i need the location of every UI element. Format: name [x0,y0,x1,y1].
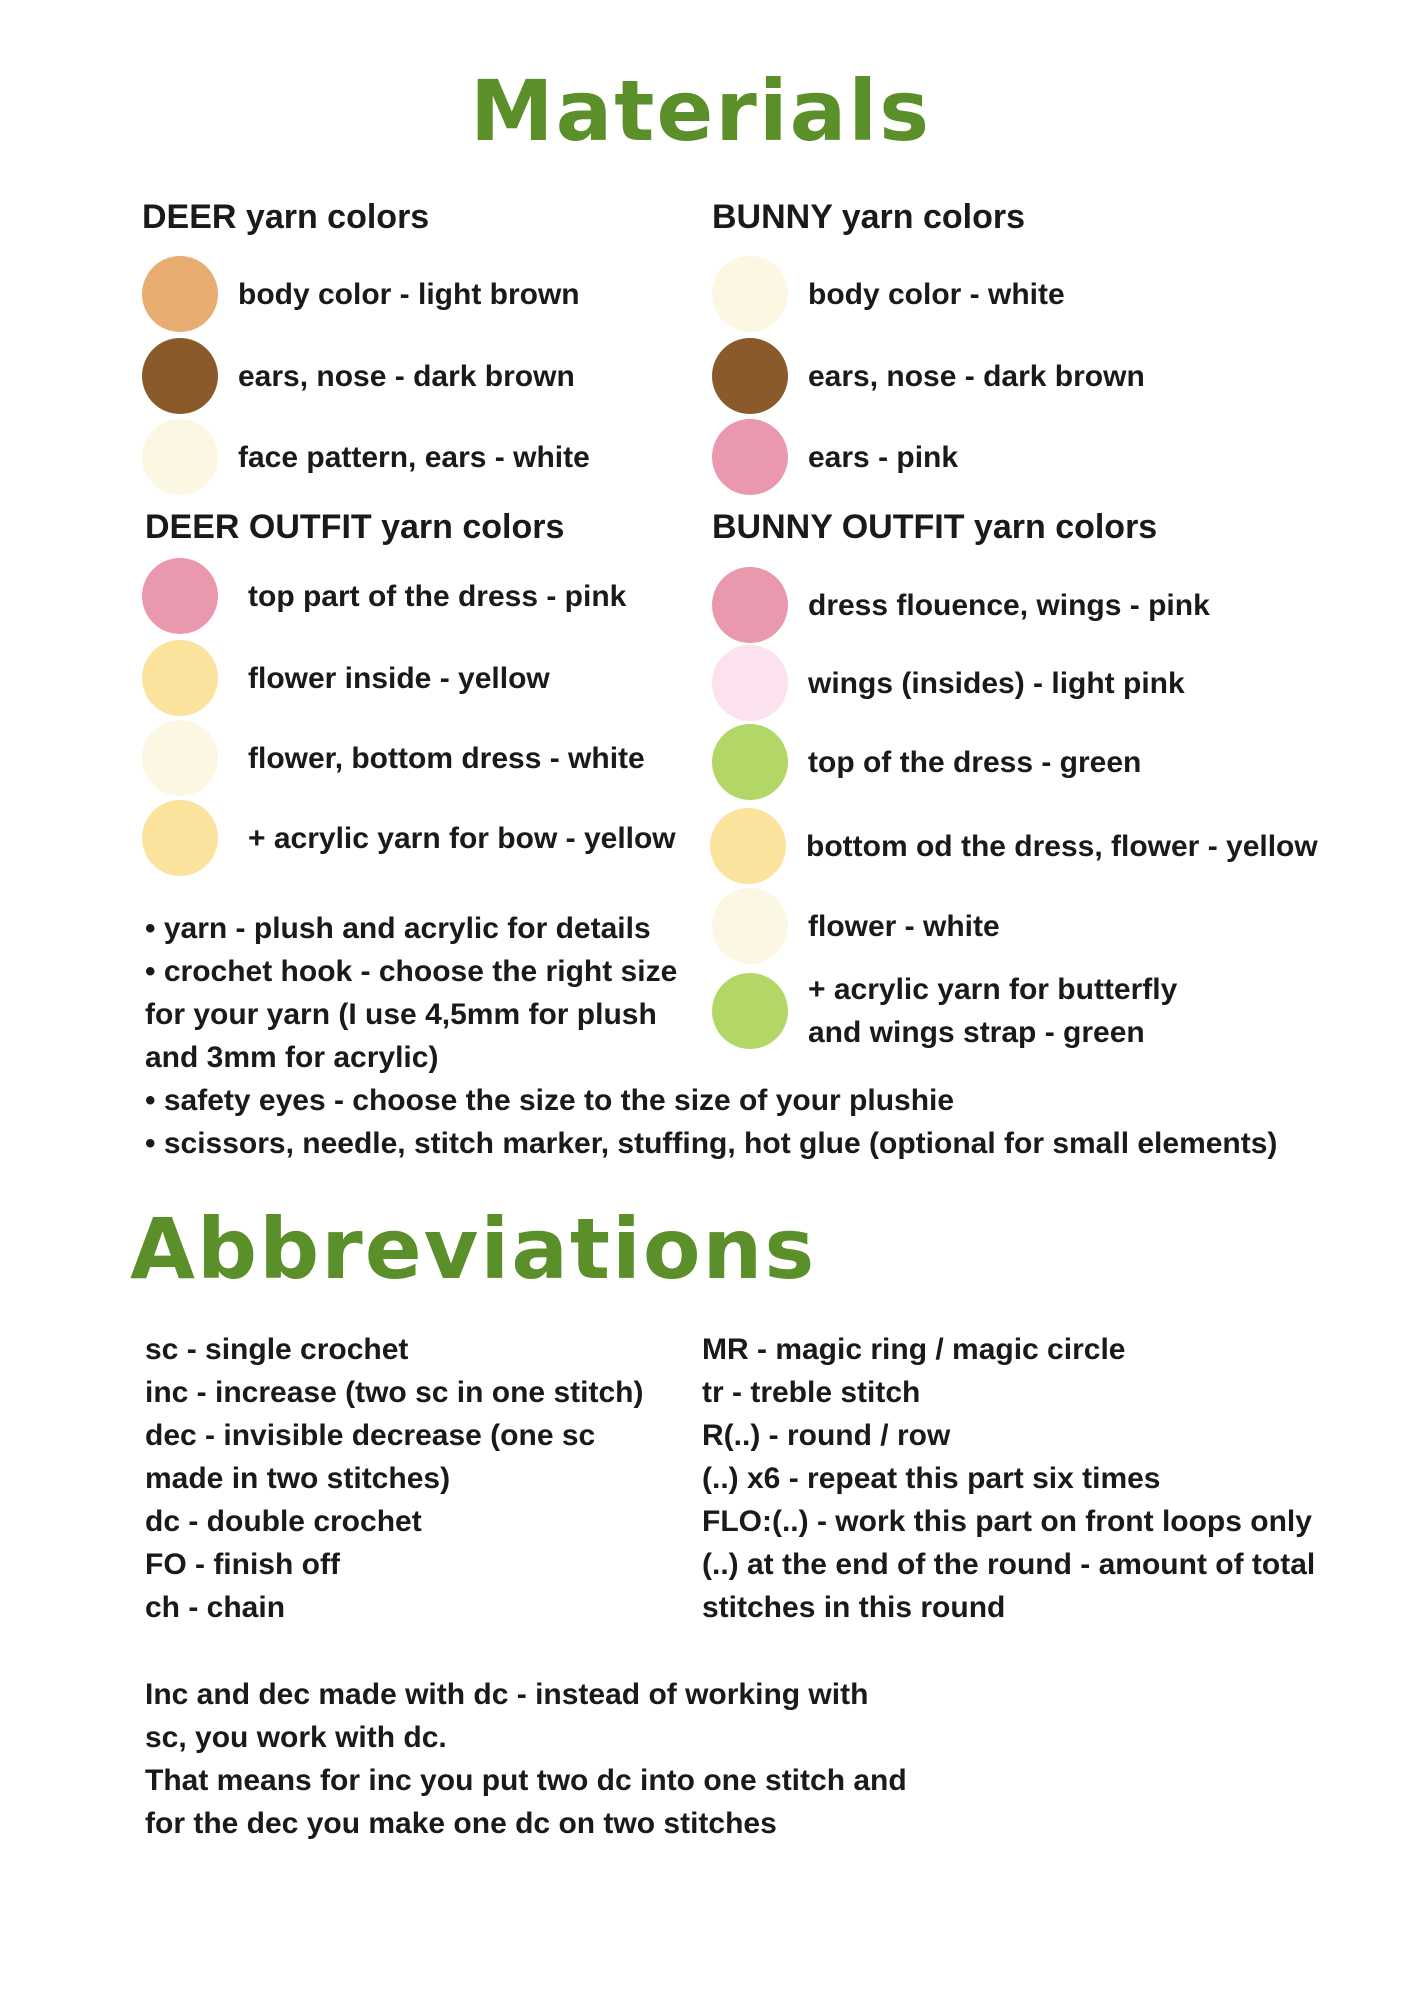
abbreviation-line: tr - treble stitch [702,1376,921,1409]
abbreviation-line: MR - magic ring / magic circle [702,1333,1126,1366]
bunny-outfit-row [712,888,1000,964]
dark-brown-swatch [712,338,788,414]
bunny-outfit-heading: BUNNY OUTFIT yarn colors [712,508,1158,546]
bunny-color-row [712,338,1145,414]
color-label: top part of the dress - pink [248,579,627,613]
color-label: flower, bottom dress - white [248,741,645,775]
tools-line: • crochet hook - choose the right size [145,955,678,988]
abbreviation-line: ch - chain [145,1591,286,1624]
deer-color-row [142,256,580,332]
bunny-outfit-row [710,808,1318,884]
color-label: and wings strap - green [808,1016,1145,1049]
yellow-swatch [710,808,786,884]
color-label: top of the dress - green [808,745,1142,779]
color-label: ears - pink [808,440,959,474]
deer-outfit-row [142,640,550,716]
light-brown-swatch [142,256,218,332]
pink-swatch [712,419,788,495]
deer-outfit-heading: DEER OUTFIT yarn colors [145,508,565,546]
bunny-outfit-row [712,724,1141,800]
color-label: flower - white [808,909,1000,943]
white-swatch [712,888,788,964]
color-label: + acrylic yarn for butterfly [808,973,1178,1006]
abbreviation-line: made in two stitches) [145,1462,451,1495]
abbreviation-line: stitches in this round [702,1591,1006,1624]
abbreviation-line: dc - double crochet [145,1505,422,1538]
color-label: wings (insides) - light pink [808,666,1185,700]
dark-brown-swatch [142,338,218,414]
abbreviation-line: FO - finish off [145,1548,340,1581]
bunny-outfit-row [712,645,1185,721]
white-swatch [712,256,788,332]
bunny-heading: BUNNY yarn colors [712,198,1026,236]
tools-line: • scissors, needle, stitch marker, stuffing, hot glue (optional for small elements) [145,1127,1278,1160]
note-line: sc, you work with dc. [145,1721,447,1754]
color-label: face pattern, ears - white [238,440,590,474]
note-line: for the dec you make one dc on two stitches [145,1807,777,1840]
bunny-outfit-row [712,567,1210,643]
abbreviation-line: sc - single crochet [145,1333,409,1366]
note-line: Inc and dec made with dc - instead of working with [145,1678,869,1711]
abbreviation-line: R(..) - round / row [702,1419,951,1452]
color-label: bottom od the dress, flower - yellow [806,829,1318,863]
deer-outfit-row [142,800,676,876]
color-label-group [808,968,1177,1054]
color-label: ears, nose - dark brown [238,359,575,393]
color-label: + acrylic yarn for bow - yellow [248,821,676,855]
abbreviation-line: dec - invisible decrease (one sc [145,1419,596,1452]
tools-line: and 3mm for acrylic) [145,1041,439,1074]
white-swatch [142,419,218,495]
tools-line: • safety eyes - choose the size to the size of your plushie [145,1084,955,1117]
materials-title: Materials [470,62,932,160]
white-swatch [142,720,218,796]
color-label: body color - white [808,277,1065,311]
abbreviation-line: inc - increase (two sc in one stitch) [145,1376,644,1409]
color-label: flower inside - yellow [248,661,550,695]
color-label: dress flouence, wings - pink [808,588,1210,622]
pink-swatch [712,567,788,643]
green-swatch [712,973,788,1049]
abbreviation-line: FLO:(..) - work this part on front loops only [702,1505,1312,1538]
abbreviation-line: (..) at the end of the round - amount of total [702,1548,1316,1581]
abbreviations-title: Abbreviations [130,1200,817,1298]
color-label: body color - light brown [238,277,580,311]
pink-swatch [142,558,218,634]
abbreviation-line: (..) x6 - repeat this part six times [702,1462,1161,1495]
deer-color-row [142,419,590,495]
green-swatch [712,724,788,800]
light-pink-swatch [712,645,788,721]
bunny-outfit-row [712,968,1177,1054]
tools-line: for your yarn (I use 4,5mm for plush [145,998,657,1031]
bunny-color-row [712,419,958,495]
color-label: ears, nose - dark brown [808,359,1145,393]
yellow-swatch [142,800,218,876]
deer-outfit-row [142,720,645,796]
deer-heading: DEER yarn colors [142,198,430,236]
deer-color-row [142,338,575,414]
tools-line: • yarn - plush and acrylic for details [145,912,651,945]
deer-outfit-row [142,558,626,634]
yellow-swatch [142,640,218,716]
bunny-color-row [712,256,1065,332]
note-line: That means for inc you put two dc into one stitch and [145,1764,907,1797]
